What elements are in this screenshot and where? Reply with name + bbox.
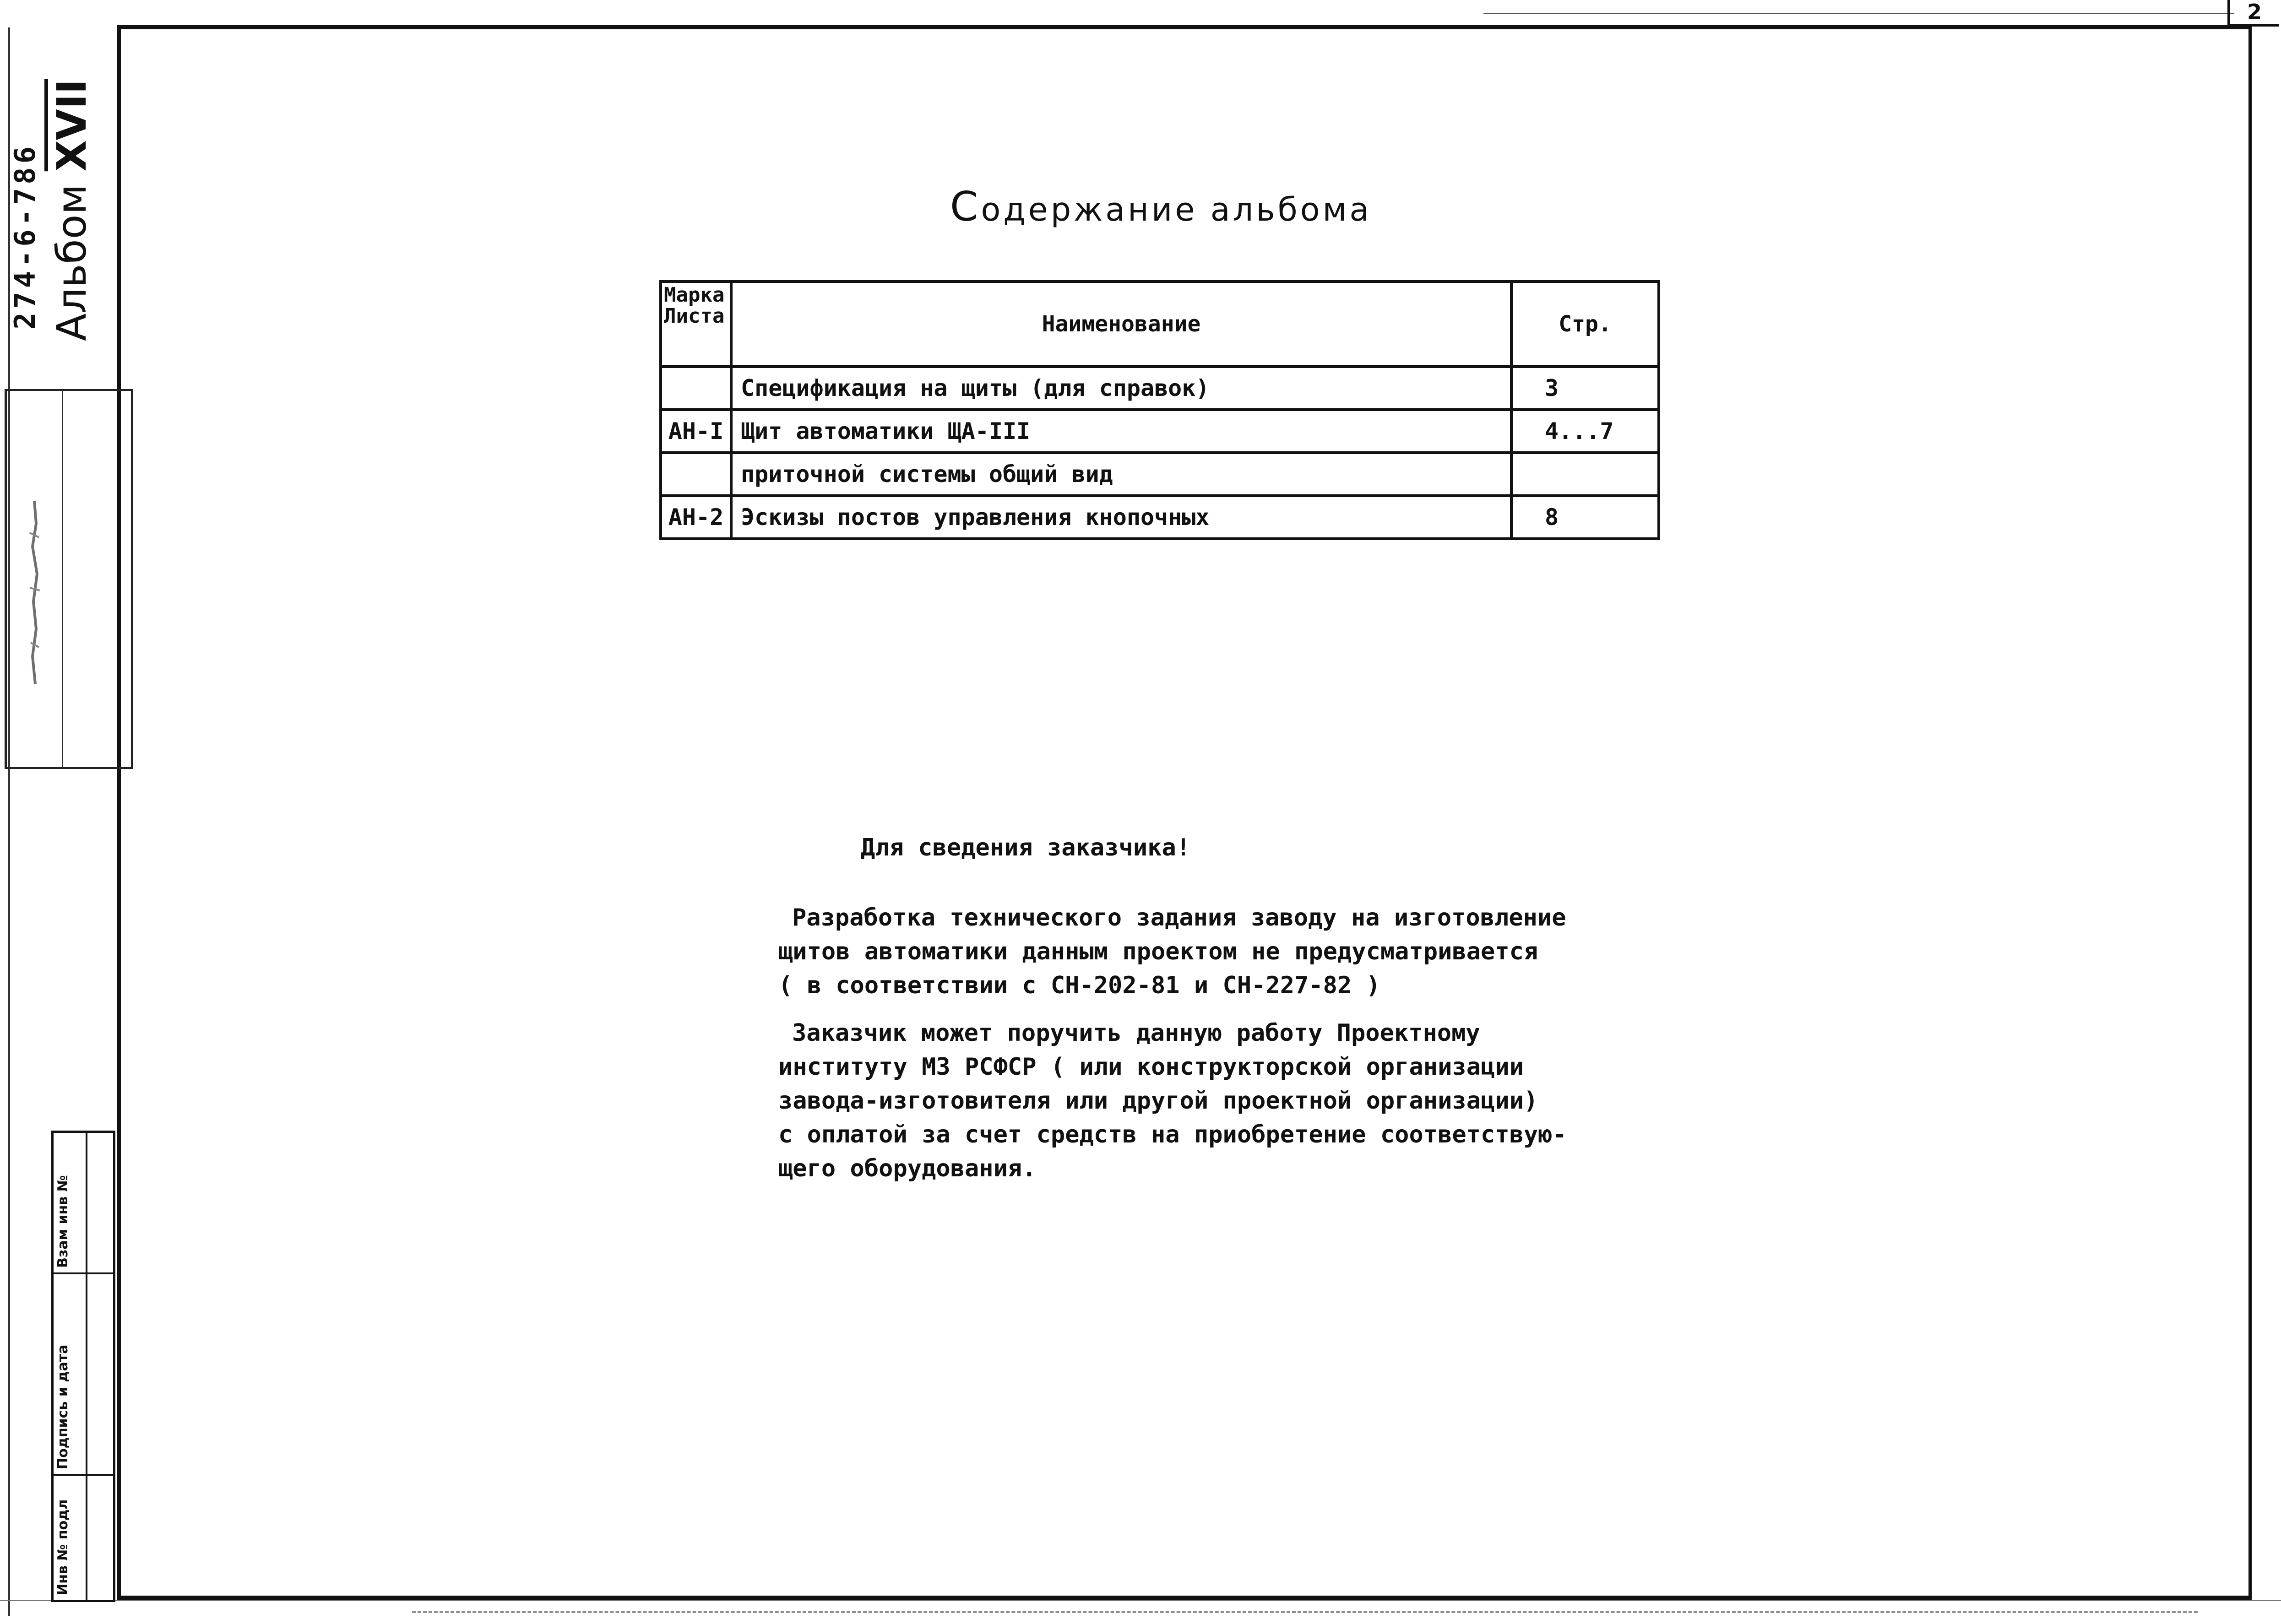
signoff-column-divider — [86, 1133, 87, 1600]
table-row — [661, 410, 1659, 453]
title-first-letter: С — [950, 183, 981, 230]
paragraph-line: щитов автоматики данным проектом не предусматривается — [778, 938, 1538, 965]
page-number: 2 — [2227, 0, 2279, 27]
header-name: Наименование — [731, 281, 1511, 367]
table-row — [661, 453, 1659, 496]
row-name: Спецификация на щиты (для справок) — [731, 367, 1511, 410]
stamp-divider — [62, 391, 63, 767]
header-page: Стр. — [1511, 281, 1659, 367]
stamp-handwriting — [25, 496, 43, 688]
side-album-label — [48, 79, 95, 341]
signoff-table — [51, 1131, 115, 1602]
signoff-signature-date: Подпись и дата — [55, 1344, 71, 1469]
contents-header-row — [661, 281, 1659, 367]
album-number: XVII — [48, 79, 95, 172]
paragraph-line: Заказчик может поручить данную работу Проектному — [792, 1019, 1480, 1047]
table-row — [661, 496, 1659, 539]
signoff-inv-no: Инв № подл — [55, 1499, 71, 1595]
contents-table — [659, 280, 1660, 540]
album-word: Альбом — [48, 184, 95, 341]
notice-heading: Для сведения заказчика! — [861, 834, 1191, 861]
title-rest: одержание альбома — [981, 191, 1372, 228]
row-page: 8 — [1511, 496, 1659, 539]
paragraph-line: Разработка технического задания заводу на изготовление — [792, 904, 1566, 931]
paragraph-line: институту МЗ РСФСР ( или конструкторской организации — [778, 1053, 1524, 1081]
signoff-row-divider — [54, 1272, 113, 1274]
row-page: 4...7 — [1511, 410, 1659, 453]
row-mark — [661, 453, 731, 496]
paragraph-line: ( в соответствии с СН-202-81 и СН-227-82 ) — [778, 972, 1380, 999]
notice-paragraph-1 — [778, 901, 1566, 1002]
row-name: приточной системы общий вид — [731, 453, 1511, 496]
row-name: Эскизы постов управления кнопочных — [731, 496, 1511, 539]
paragraph-line: с оплатой за счет средств на приобретение соответствую- — [778, 1121, 1567, 1148]
bottom-marks — [412, 1611, 2198, 1613]
row-mark — [661, 367, 731, 410]
notice-paragraph-2 — [778, 1016, 1567, 1186]
frame-top-line — [1483, 13, 2234, 14]
paragraph-line: завода-изготовителя или другой проектной организации) — [778, 1087, 1538, 1115]
side-code-label: 274-6-786 — [8, 143, 42, 330]
table-row — [661, 367, 1659, 410]
bottom-edge-line — [0, 1600, 2281, 1601]
row-page — [1511, 453, 1659, 496]
page-title — [950, 183, 1372, 230]
row-mark: АН-2 — [661, 496, 731, 539]
row-name: Щит автоматики ЩА-III — [731, 410, 1511, 453]
row-mark: АН-I — [661, 410, 731, 453]
signoff-row-divider — [54, 1474, 113, 1476]
signoff-replacement-inv: Взам инв № — [55, 1175, 71, 1268]
paragraph-line: щего оборудования. — [778, 1155, 1037, 1182]
drawing-frame — [117, 25, 2252, 1600]
approval-stamp — [5, 389, 133, 769]
row-page: 3 — [1511, 367, 1659, 410]
header-mark: Марка Листа — [661, 281, 731, 367]
